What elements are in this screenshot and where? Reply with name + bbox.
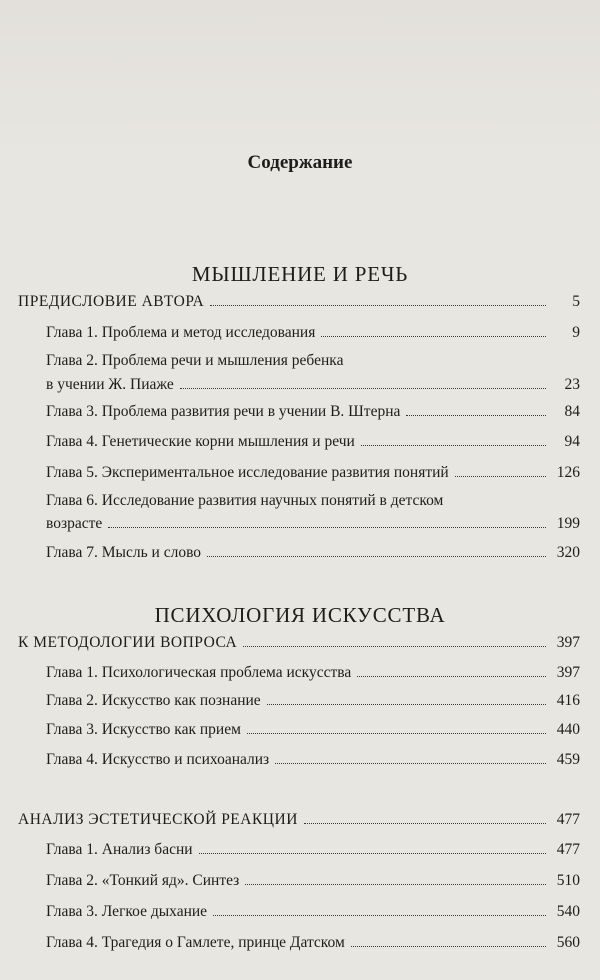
page-number: 126: [556, 464, 580, 481]
section-heading-art: ПСИХОЛОГИЯ ИСКУССТВА: [154, 603, 446, 627]
entry-label: Глава 4. Искусство и психоанализ: [46, 751, 270, 768]
leader-dots: [406, 415, 546, 416]
page-number: 416: [556, 692, 580, 709]
entry-label: в учении Ж. Пиаже: [46, 376, 174, 393]
page-number: 477: [556, 841, 580, 858]
page-number: 477: [556, 811, 580, 828]
leader-dots: [210, 305, 546, 306]
entry-label: ПРЕДИСЛОВИЕ АВТОРА: [18, 293, 205, 310]
leader-dots: [321, 336, 546, 337]
entry-label: Глава 1. Анализ басни: [46, 841, 193, 858]
entry-label: Глава 3. Проблема развития речи в учении В. Штерна: [46, 403, 401, 420]
page-number: 510: [556, 872, 580, 889]
leader-dots: [275, 763, 546, 764]
entry-label: Глава 2. «Тонкий яд». Синтез: [46, 872, 240, 889]
page-number: 320: [556, 544, 580, 561]
page-number: 199: [556, 515, 580, 532]
entry-label: Глава 4. Трагедия о Гамлете, принце Датском: [46, 934, 345, 951]
page-number: 23: [564, 376, 580, 393]
leader-dots: [243, 646, 546, 647]
leader-dots: [455, 476, 546, 477]
page-title: Содержание: [247, 152, 353, 173]
entry-label: Глава 3. Легкое дыхание: [46, 903, 208, 920]
page-number: 5: [572, 293, 580, 310]
leader-dots: [304, 823, 546, 824]
leader-dots: [199, 853, 546, 854]
section-heading-thinking: МЫШЛЕНИЕ И РЕЧЬ: [191, 262, 409, 286]
page-number: 9: [572, 324, 580, 341]
entry-label: АНАЛИЗ ЭСТЕТИЧЕСКОЙ РЕАКЦИИ: [18, 811, 298, 828]
leader-dots: [267, 704, 546, 705]
page-number: 397: [556, 664, 580, 681]
entry-label: Глава 2. Искусство как познание: [46, 692, 261, 709]
entry-label-line1: Глава 6. Исследование развития научных понятий в детском: [46, 492, 444, 509]
leader-dots: [247, 733, 546, 734]
entry-label: К МЕТОДОЛОГИИ ВОПРОСА: [18, 634, 238, 651]
leader-dots: [361, 445, 546, 446]
entry-label: возрасте: [46, 515, 103, 532]
page-number: 459: [556, 751, 580, 768]
entry-label: Глава 1. Проблема и метод исследования: [46, 324, 316, 341]
entry-label: Глава 4. Генетические корни мышления и речи: [46, 433, 355, 450]
leader-dots: [207, 556, 546, 557]
leader-dots: [108, 527, 546, 528]
page-number: 540: [556, 903, 580, 920]
page-number: 397: [556, 634, 580, 651]
leader-dots: [213, 915, 546, 916]
entry-label: Глава 1. Психологическая проблема искусства: [46, 664, 352, 681]
entry-label: Глава 7. Мысль и слово: [46, 544, 202, 561]
page-number: 84: [564, 403, 580, 420]
leader-dots: [180, 388, 546, 389]
entry-label: Глава 3. Искусство как прием: [46, 721, 241, 738]
leader-dots: [357, 676, 546, 677]
leader-dots: [351, 946, 546, 947]
entry-label-line1: Глава 2. Проблема речи и мышления ребенка: [46, 352, 344, 369]
page-number: 560: [556, 934, 580, 951]
page-number: 94: [564, 433, 580, 450]
leader-dots: [245, 884, 546, 885]
entry-label: Глава 5. Экспериментальное исследование развития понятий: [46, 464, 449, 481]
page-number: 440: [556, 721, 580, 738]
